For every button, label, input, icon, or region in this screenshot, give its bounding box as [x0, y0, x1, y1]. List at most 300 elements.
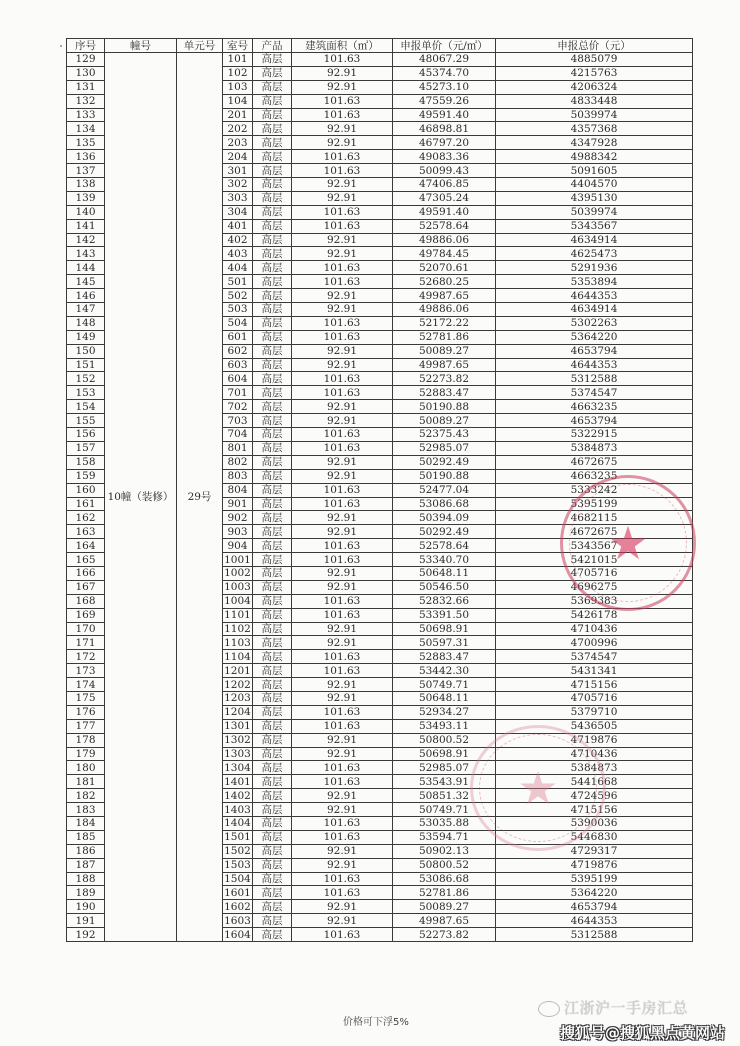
cell-area: 92.91: [292, 178, 393, 192]
cell-seq: 152: [67, 372, 105, 386]
cell-area: 101.63: [292, 497, 393, 511]
cell-area: 92.91: [292, 900, 393, 914]
cell-seq: 189: [67, 886, 105, 900]
cell-unit-price: 52578.64: [393, 219, 496, 233]
cell-room: 1303: [224, 747, 251, 760]
cell-area: 92.91: [292, 414, 393, 428]
cell-total-price: 5395199: [496, 872, 693, 886]
cell-total-price: 5343567: [496, 219, 693, 233]
cell-total-price: 5441668: [496, 775, 693, 789]
cell-total-price: 4682115: [496, 511, 693, 525]
cell-seq: 155: [67, 414, 105, 428]
cell-room: 103: [223, 80, 253, 94]
cell-room: 1202: [224, 678, 251, 691]
cell-seq: 147: [67, 303, 105, 317]
cell-area: 101.63: [292, 150, 393, 164]
cell-total-price: 5322915: [496, 428, 693, 442]
cell-product: 高层: [253, 330, 292, 344]
cell-seq: 175: [67, 691, 105, 705]
cell-product: 高层: [253, 66, 292, 80]
cell-area: 101.63: [292, 330, 393, 344]
cell-total-price: 4724596: [496, 789, 693, 803]
header-seq: 序号: [67, 39, 105, 53]
cell-total-price: 4833448: [496, 94, 693, 108]
cell-total-price: 4653794: [496, 900, 693, 914]
cell-unit-price: 52883.47: [393, 386, 496, 400]
cell-product: 高层: [253, 455, 292, 469]
cell-area: 92.91: [292, 191, 393, 205]
cell-room: 1104: [224, 650, 251, 663]
cell-total-price: 4719876: [496, 733, 693, 747]
cell-unit-price: 49591.40: [393, 108, 496, 122]
table-body: [67, 53, 693, 942]
cell-area: 92.91: [292, 80, 393, 94]
cell-product: 高层: [253, 289, 292, 303]
cell-unit-price: 50546.50: [393, 580, 496, 594]
cell-product: 高层: [253, 233, 292, 247]
price-float-note: 价格可下浮5%: [343, 1017, 409, 1028]
cell-product: 高层: [253, 594, 292, 608]
cell-area: 101.63: [292, 428, 393, 442]
cell-room: 1403: [224, 803, 251, 816]
cell-total-price: 5364220: [496, 330, 693, 344]
cell-room: 1503: [224, 859, 251, 872]
cell-unit: 29号: [177, 53, 223, 942]
cell-unit-price: 50089.27: [393, 414, 496, 428]
cell-seq: 157: [67, 441, 105, 455]
cell-product: 高层: [253, 914, 292, 928]
cell-product: 高层: [253, 164, 292, 178]
cell-total-price: 5390036: [496, 816, 693, 830]
cell-product: 高层: [253, 247, 292, 261]
cell-unit-price: 46797.20: [393, 136, 496, 150]
cell-room: 403: [223, 247, 253, 261]
cell-area: 101.63: [292, 108, 393, 122]
cell-unit-price: 53543.91: [393, 775, 496, 789]
cell-area: 92.91: [292, 580, 393, 594]
cell-area: 92.91: [292, 303, 393, 317]
cell-seq: 161: [67, 497, 105, 511]
cell-product: 高层: [253, 122, 292, 136]
cell-area: 101.63: [292, 928, 393, 942]
cell-product: 高层: [253, 928, 292, 942]
cell-room: 903: [223, 525, 253, 539]
cell-room: 1201: [224, 664, 251, 677]
cell-total-price: 5312588: [496, 372, 693, 386]
cell-room: 602: [223, 344, 253, 358]
cell-room: 104: [223, 94, 253, 108]
cell-product: 高层: [253, 441, 292, 455]
cell-area: 101.63: [292, 539, 393, 553]
cell-unit-price: 50749.71: [393, 803, 496, 817]
cell-unit-price: 52985.07: [393, 761, 496, 775]
cell-area: 92.91: [292, 678, 393, 692]
cell-seq: 188: [67, 872, 105, 886]
cell-product: 高层: [253, 622, 292, 636]
cell-unit-price: 52273.82: [393, 372, 496, 386]
cell-area: 101.63: [292, 219, 393, 233]
cell-area: 101.63: [292, 94, 393, 108]
cell-total-price: 4625473: [496, 247, 693, 261]
cell-area: 92.91: [292, 136, 393, 150]
cell-product: 高层: [253, 844, 292, 858]
cell-room: 1304: [224, 761, 251, 774]
cell-area: 101.63: [292, 483, 393, 497]
cell-area: 101.63: [292, 816, 393, 830]
cell-total-price: 4347928: [496, 136, 693, 150]
cell-seq: 180: [67, 761, 105, 775]
cell-area: 101.63: [292, 53, 393, 67]
cell-seq: 160: [67, 483, 105, 497]
cell-area: 92.91: [292, 525, 393, 539]
cell-total-price: 5364220: [496, 886, 693, 900]
cell-total-price: 4710436: [496, 747, 693, 761]
cell-seq: 164: [67, 539, 105, 553]
cell-room: 601: [223, 330, 253, 344]
cell-unit-price: 50089.27: [393, 344, 496, 358]
cell-area: 101.63: [292, 164, 393, 178]
cell-seq: 159: [67, 469, 105, 483]
cell-room: 402: [223, 233, 253, 247]
cell-seq: 182: [67, 789, 105, 803]
cell-unit-price: 50597.31: [393, 636, 496, 650]
cell-room: 1004: [224, 595, 251, 608]
cell-product: 高层: [253, 303, 292, 317]
cell-product: 高层: [253, 511, 292, 525]
cell-area: 92.91: [292, 747, 393, 761]
cell-unit-price: 52070.61: [393, 261, 496, 275]
cell-room: 801: [223, 441, 253, 455]
cell-product: 高层: [253, 261, 292, 275]
cell-unit-price: 52985.07: [393, 441, 496, 455]
cell-product: 高层: [253, 789, 292, 803]
cell-total-price: 5039974: [496, 108, 693, 122]
cell-room: 504: [223, 316, 253, 330]
cell-seq: 173: [67, 664, 105, 678]
cell-room: 303: [223, 191, 253, 205]
cell-unit-price: 50292.49: [393, 525, 496, 539]
cell-seq: 129: [67, 53, 105, 67]
cell-area: 101.63: [292, 830, 393, 844]
cell-product: 高层: [253, 400, 292, 414]
cell-room: 703: [223, 414, 253, 428]
cell-total-price: 4644353: [496, 289, 693, 303]
table-header-row: [67, 39, 693, 53]
cell-product: 高层: [253, 775, 292, 789]
cell-room: 1204: [224, 706, 251, 719]
cell-unit-price: 49886.06: [393, 233, 496, 247]
cell-area: 92.91: [292, 233, 393, 247]
cell-room: 704: [223, 428, 253, 442]
cell-seq: 172: [67, 650, 105, 664]
cell-room: 1103: [224, 636, 251, 649]
cell-area: 101.63: [292, 761, 393, 775]
cell-seq: 142: [67, 233, 105, 247]
cell-area: 92.91: [292, 344, 393, 358]
cell-unit-price: 50698.91: [393, 622, 496, 636]
cell-unit-price: 50800.52: [393, 858, 496, 872]
cell-seq: 167: [67, 580, 105, 594]
cell-room: 702: [223, 400, 253, 414]
cell-total-price: 4715156: [496, 678, 693, 692]
cell-total-price: 5091605: [496, 164, 693, 178]
cell-seq: 190: [67, 900, 105, 914]
cell-total-price: 4206324: [496, 80, 693, 94]
cell-product: 高层: [253, 566, 292, 580]
cell-seq: 192: [67, 928, 105, 942]
cell-product: 高层: [253, 80, 292, 94]
cell-seq: 174: [67, 678, 105, 692]
cell-area: 92.91: [292, 789, 393, 803]
cell-area: 101.63: [292, 275, 393, 289]
cell-total-price: 4653794: [496, 344, 693, 358]
cell-total-price: 4357368: [496, 122, 693, 136]
header-room: 室号: [223, 39, 253, 53]
cell-total-price: 5379710: [496, 705, 693, 719]
cell-product: 高层: [253, 553, 292, 567]
cell-unit-price: 49886.06: [393, 303, 496, 317]
cell-product: 高层: [253, 733, 292, 747]
cell-area: 92.91: [292, 400, 393, 414]
cell-seq: 165: [67, 553, 105, 567]
cell-product: 高层: [253, 469, 292, 483]
cell-unit-price: 52578.64: [393, 539, 496, 553]
cell-product: 高层: [253, 344, 292, 358]
cell-unit-price: 45273.10: [393, 80, 496, 94]
cell-room: 803: [223, 469, 253, 483]
cell-room: 1301: [224, 720, 251, 733]
cell-seq: 169: [67, 608, 105, 622]
cell-total-price: 5291936: [496, 261, 693, 275]
cell-total-price: 5426178: [496, 608, 693, 622]
cell-area: 101.63: [292, 886, 393, 900]
cell-product: 高层: [253, 94, 292, 108]
cell-total-price: 4705716: [496, 566, 693, 580]
cell-total-price: 4653794: [496, 414, 693, 428]
cell-unit-price: 50800.52: [393, 733, 496, 747]
cell-room: 802: [223, 455, 253, 469]
cell-unit-price: 49591.40: [393, 205, 496, 219]
cell-unit-price: 50851.32: [393, 789, 496, 803]
cell-room: 1603: [224, 914, 251, 927]
cell-seq: 138: [67, 178, 105, 192]
cell-seq: 191: [67, 914, 105, 928]
cell-unit-price: 53086.68: [393, 872, 496, 886]
cell-area: 92.91: [292, 691, 393, 705]
cell-unit-price: 53442.30: [393, 664, 496, 678]
cell-area: 92.91: [292, 733, 393, 747]
cell-total-price: 5343567: [496, 539, 693, 553]
cell-area: 92.91: [292, 247, 393, 261]
cell-product: 高层: [253, 191, 292, 205]
cell-building: 10幢（装修）: [105, 53, 177, 942]
cell-area: 92.91: [292, 469, 393, 483]
table-row: [67, 53, 693, 67]
cell-area: 92.91: [292, 636, 393, 650]
cell-product: 高层: [253, 650, 292, 664]
cell-room: 1404: [224, 817, 251, 830]
cell-room: 1601: [224, 886, 251, 899]
cell-area: 101.63: [292, 650, 393, 664]
cell-product: 高层: [253, 858, 292, 872]
cell-seq: 178: [67, 733, 105, 747]
cell-total-price: 4988342: [496, 150, 693, 164]
cell-product: 高层: [253, 816, 292, 830]
cell-area: 101.63: [292, 608, 393, 622]
cell-product: 高层: [253, 414, 292, 428]
cell-product: 高层: [253, 664, 292, 678]
cell-product: 高层: [253, 483, 292, 497]
cell-area: 92.91: [292, 566, 393, 580]
cell-unit-price: 50902.13: [393, 844, 496, 858]
cell-total-price: 4696275: [496, 580, 693, 594]
cell-total-price: 4672675: [496, 525, 693, 539]
cell-unit-price: 50292.49: [393, 455, 496, 469]
cell-product: 高层: [253, 108, 292, 122]
cell-room: 902: [223, 511, 253, 525]
cell-seq: 162: [67, 511, 105, 525]
cell-seq: 183: [67, 803, 105, 817]
cell-room: 1003: [224, 581, 251, 594]
cell-area: 101.63: [292, 372, 393, 386]
cell-product: 高层: [253, 386, 292, 400]
cell-unit-price: 46898.81: [393, 122, 496, 136]
watermark-line1: 江浙沪一手房汇总: [564, 999, 689, 1017]
cell-total-price: 4644353: [496, 358, 693, 372]
cell-total-price: 4672675: [496, 455, 693, 469]
cell-unit-price: 49987.65: [393, 358, 496, 372]
cell-seq: 151: [67, 358, 105, 372]
header-unit-price: 申报单价（元/㎡）: [393, 39, 496, 53]
cell-unit-price: 52934.27: [393, 705, 496, 719]
cell-unit-price: 47559.26: [393, 94, 496, 108]
cell-product: 高层: [253, 719, 292, 733]
cell-total-price: 5374547: [496, 650, 693, 664]
cell-room: 203: [223, 136, 253, 150]
cell-product: 高层: [253, 53, 292, 67]
cell-room: 604: [223, 372, 253, 386]
cell-seq: 149: [67, 330, 105, 344]
cell-unit-price: 48067.29: [393, 53, 496, 67]
cell-product: 高层: [253, 580, 292, 594]
cell-seq: 140: [67, 205, 105, 219]
cell-unit-price: 52883.47: [393, 650, 496, 664]
cell-unit-price: 50749.71: [393, 678, 496, 692]
cell-seq: 136: [67, 150, 105, 164]
cell-area: 101.63: [292, 594, 393, 608]
cell-seq: 153: [67, 386, 105, 400]
cell-product: 高层: [253, 872, 292, 886]
header-area: 建筑面积（㎡）: [292, 39, 393, 53]
cell-area: 101.63: [292, 872, 393, 886]
cell-total-price: 4404570: [496, 178, 693, 192]
cell-room: 1501: [224, 831, 251, 844]
cell-seq: 168: [67, 594, 105, 608]
cell-total-price: 4705716: [496, 691, 693, 705]
header-unit: 单元号: [177, 39, 223, 53]
cell-product: 高层: [253, 275, 292, 289]
cell-seq: 154: [67, 400, 105, 414]
cell-total-price: 5384873: [496, 761, 693, 775]
cell-room: 502: [223, 289, 253, 303]
cell-total-price: 4885079: [496, 53, 693, 67]
cell-seq: 134: [67, 122, 105, 136]
cell-seq: 130: [67, 66, 105, 80]
cell-room: 1504: [224, 872, 251, 885]
cell-total-price: 5431341: [496, 664, 693, 678]
cell-product: 高层: [253, 150, 292, 164]
cell-unit-price: 53493.11: [393, 719, 496, 733]
cell-product: 高层: [253, 428, 292, 442]
cell-total-price: 5369383: [496, 594, 693, 608]
cell-area: 92.91: [292, 358, 393, 372]
cell-product: 高层: [253, 691, 292, 705]
cell-area: 101.63: [292, 705, 393, 719]
cell-room: 404: [223, 261, 253, 275]
cell-unit-price: 50394.09: [393, 511, 496, 525]
cell-unit-price: 53391.50: [393, 608, 496, 622]
cell-room: 1401: [224, 775, 251, 788]
cell-room: 304: [223, 205, 253, 219]
cell-seq: 187: [67, 858, 105, 872]
cell-total-price: 4663235: [496, 469, 693, 483]
wechat-icon: [538, 1001, 560, 1017]
cell-total-price: 4729317: [496, 844, 693, 858]
cell-product: 高层: [253, 761, 292, 775]
cell-product: 高层: [253, 205, 292, 219]
cell-product: 高层: [253, 372, 292, 386]
cell-unit-price: 47406.85: [393, 178, 496, 192]
cell-total-price: 5374547: [496, 386, 693, 400]
cell-area: 92.91: [292, 122, 393, 136]
cell-room: 101: [223, 53, 253, 67]
price-table: [66, 38, 693, 942]
cell-seq: 181: [67, 775, 105, 789]
cell-product: 高层: [253, 900, 292, 914]
header-product: 产品: [253, 39, 292, 53]
cell-unit-price: 49083.36: [393, 150, 496, 164]
cell-area: 101.63: [292, 205, 393, 219]
cell-total-price: 4700996: [496, 636, 693, 650]
cell-unit-price: 50089.27: [393, 900, 496, 914]
cell-total-price: 5039974: [496, 205, 693, 219]
cell-seq: 185: [67, 830, 105, 844]
cell-area: 92.91: [292, 622, 393, 636]
cell-area: 101.63: [292, 386, 393, 400]
cell-unit-price: 52273.82: [393, 928, 496, 942]
cell-total-price: 4663235: [496, 400, 693, 414]
cell-room: 401: [223, 219, 253, 233]
cell-product: 高层: [253, 219, 292, 233]
cell-room: 1402: [224, 789, 251, 802]
cell-seq: 166: [67, 566, 105, 580]
cell-total-price: 5312588: [496, 928, 693, 942]
cell-product: 高层: [253, 608, 292, 622]
cell-seq: 176: [67, 705, 105, 719]
cell-seq: 135: [67, 136, 105, 150]
cell-unit-price: 50648.11: [393, 691, 496, 705]
cell-area: 92.91: [292, 858, 393, 872]
cell-total-price: 5353894: [496, 275, 693, 289]
cell-unit-price: 52832.66: [393, 594, 496, 608]
cell-area: 101.63: [292, 261, 393, 275]
cell-product: 高层: [253, 136, 292, 150]
cell-room: 1002: [224, 567, 251, 580]
cell-area: 101.63: [292, 316, 393, 330]
cell-total-price: 4719876: [496, 858, 693, 872]
cell-total-price: 5384873: [496, 441, 693, 455]
cell-unit-price: 45374.70: [393, 66, 496, 80]
